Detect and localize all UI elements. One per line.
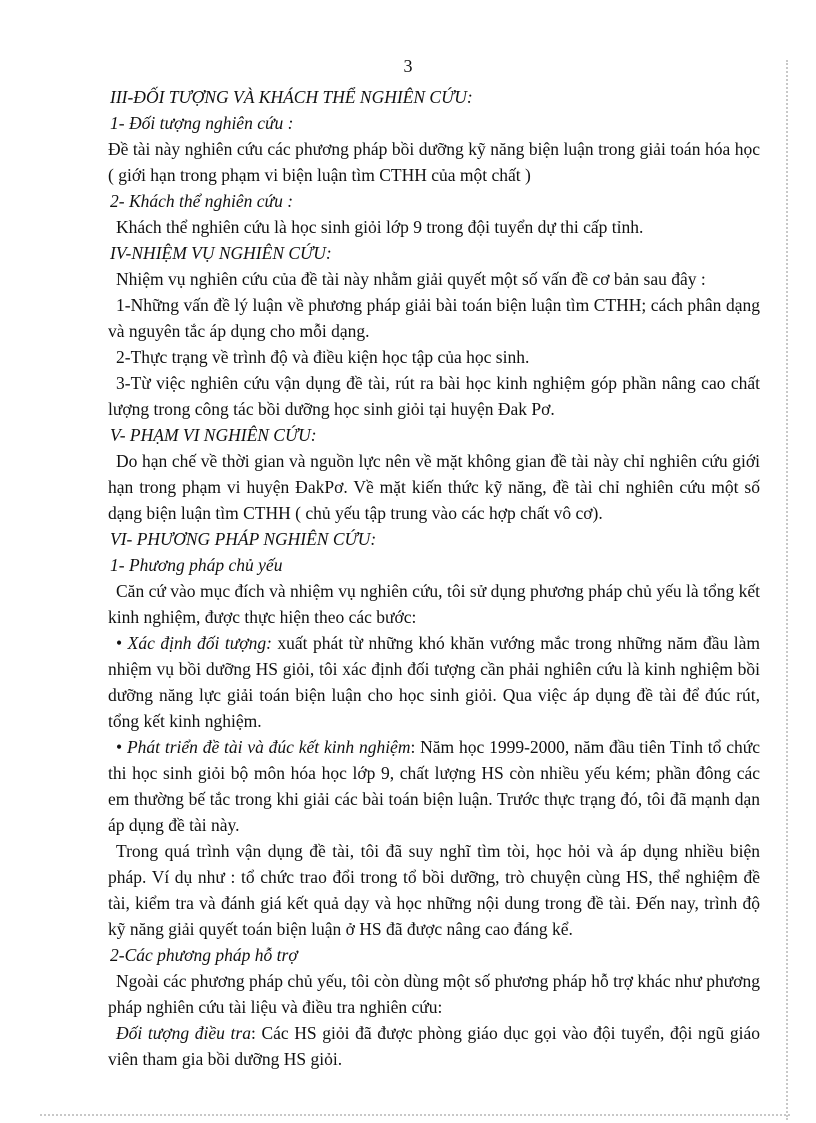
paragraph: Do hạn chế về thời gian và nguồn lực nên về mặt không gian đề tài này chỉ nghiên cứu giới hạn trong phạm vi huyện ĐakPơ. Về mặt kiến thức kỹ năng, đề tài chỉ nghiên cứu một số dạng biện luận tìm CTHH ( chủ yếu tập trung vào các hợp chất vô cơ). [108, 451, 760, 523]
paragraph-label: Đối tượng điều tra [116, 1023, 251, 1043]
paragraph: Ngoài các phương pháp chủ yếu, tôi còn dùng một số phương pháp hỗ trợ khác như phương pháp nghiên cứu tài liệu và điều tra nghiên cứu: [108, 971, 760, 1017]
paragraph: Khách thể nghiên cứu là học sinh giỏi lớp 9 trong đội tuyển dự thi cấp tỉnh. [116, 217, 644, 237]
right-border-dotted [786, 60, 791, 1120]
page-number: 3 [403, 56, 413, 76]
paragraph: Đề tài này nghiên cứu các phương pháp bồi dưỡng kỹ năng biện luận trong giải toán hóa học ( giới hạn trong phạm vi biện luận tìm CTHH của một chất ) [108, 139, 760, 185]
bullet-label: Phát triển đề tài và đúc kết kinh nghiệm [126, 737, 411, 757]
bullet-text: : Năm học 1999-2000, năm đầu tiên Tỉnh tổ chức thi học sinh giỏi bộ môn hóa học lớp 9, chất lượng HS còn nhiều yếu kém; phần đông các em thường bế tắc trong khi giải các bài toán biện luận. Trước thực trạng đó, tôi đã mạnh dạn áp dụng đề tài này. [108, 737, 760, 835]
section-heading: IV-NHIỆM VỤ NGHIÊN CỨU: [110, 243, 332, 263]
bottom-border-dotted [40, 1114, 790, 1118]
section-heading: V- PHẠM VI NGHIÊN CỨU: [110, 425, 317, 445]
paragraph: 3-Từ việc nghiên cứu vận dụng đề tài, rút ra bài học kinh nghiệm góp phần nâng cao chất lượng trong công tác bồi dưỡng học sinh giỏi tại huyện Đak Pơ. [108, 373, 760, 419]
subsection-heading: 2- Khách thể nghiên cứu : [110, 191, 294, 211]
bullet-icon: • [116, 633, 128, 653]
paragraph: Căn cứ vào mục đích và nhiệm vụ nghiên cứu, tôi sử dụng phương pháp chủ yếu là tổng kết kinh nghiệm, được thực hiện theo các bước: [108, 581, 760, 627]
paragraph: 2-Thực trạng về trình độ và điều kiện học tập của học sinh. [116, 347, 530, 367]
subsection-heading: 1- Đối tượng nghiên cứu : [110, 113, 294, 133]
section-heading: III-ĐỐI TƯỢNG VÀ KHÁCH THỂ NGHIÊN CỨU: [110, 87, 473, 107]
document-body [108, 84, 760, 1072]
subsection-heading: 2-Các phương pháp hỗ trợ [110, 945, 298, 965]
bullet-paragraph [108, 630, 760, 734]
paragraph: Trong quá trình vận dụng đề tài, tôi đã suy nghĩ tìm tòi, học hỏi và áp dụng nhiều biện pháp. Ví dụ như : tổ chức trao đổi trong tổ bồi dưỡng, trò chuyện cùng HS, thể nghiệm đề tài, kiểm tra và đánh giá kết quả dạy và học những nội dung trong đề tài. Đến nay, trình độ kỹ năng giải quyết toán biện luận ở HS đã được nâng cao đáng kể. [108, 841, 760, 939]
paragraph [108, 1020, 760, 1072]
paragraph-text: : Các HS giỏi đã được phòng giáo dục gọi vào đội tuyển, đội ngũ giáo viên tham gia bồi dưỡng HS giỏi. [108, 1023, 760, 1069]
bullet-text: xuất phát từ những khó khăn vướng mắc trong những năm đầu làm nhiệm vụ bồi dưỡng HS giỏi, tôi xác định đối tượng cần phải nghiên cứu là kinh nghiệm bồi dưỡng năng lực giải toán biện luận cho học sinh giỏi. Qua việc áp dụng đề tài để đúc rút, tổng kết kinh nghiệm. [108, 633, 760, 731]
bullet-label: Xác định đối tượng: [127, 633, 272, 653]
bullet-paragraph [108, 734, 760, 838]
bullet-icon: • [116, 737, 127, 757]
paragraph: 1-Những vấn đề lý luận về phương pháp giải bài toán biện luận tìm CTHH; cách phân dạng và nguyên tắc áp dụng cho mỗi dạng. [108, 295, 760, 341]
subsection-heading: 1- Phương pháp chủ yếu [110, 555, 283, 575]
paragraph: Nhiệm vụ nghiên cứu của đề tài này nhằm giải quyết một số vấn đề cơ bản sau đây : [116, 269, 706, 289]
section-heading: VI- PHƯƠNG PHÁP NGHIÊN CỨU: [110, 529, 377, 549]
